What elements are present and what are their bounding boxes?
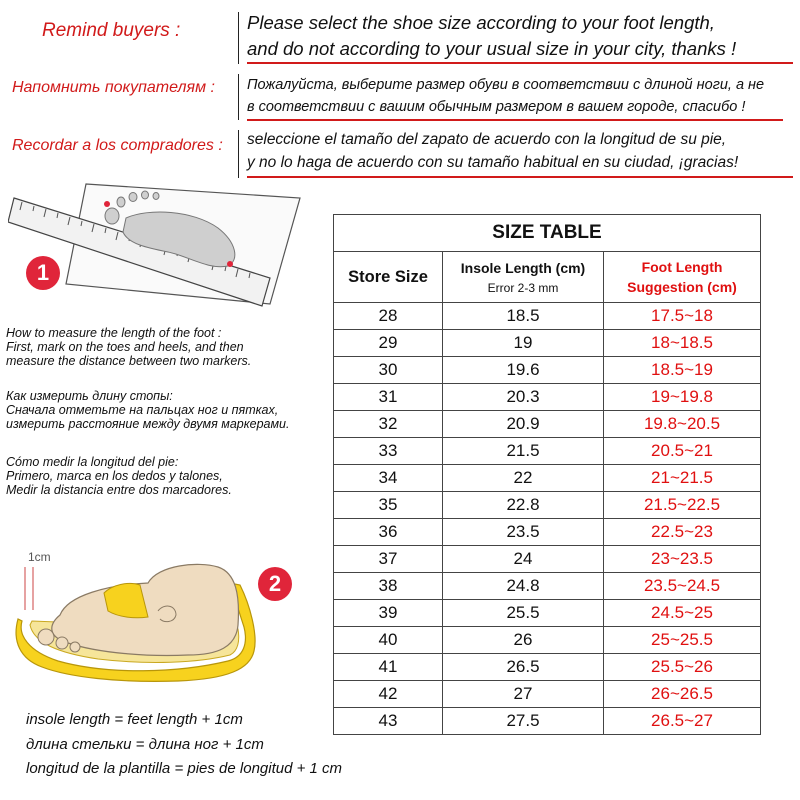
instruction-line: измерить расстояние между двумя маркерами. <box>6 417 290 431</box>
table-row <box>334 600 761 627</box>
instruction-line: Как измерить длину стопы: <box>6 389 173 403</box>
store-size-cell: 43 <box>334 708 443 735</box>
foot-length-cell: 24.5~25 <box>604 600 761 627</box>
divider <box>238 130 239 178</box>
size-table-title: SIZE TABLE <box>334 215 761 252</box>
foot-length-cell: 21~21.5 <box>604 465 761 492</box>
table-row <box>334 708 761 735</box>
table-row <box>334 411 761 438</box>
insole-length-cell: 27.5 <box>443 708 604 735</box>
table-row <box>334 654 761 681</box>
foot-length-cell: 26.5~27 <box>604 708 761 735</box>
step-2-badge: 2 <box>258 567 292 601</box>
header-insole-error: Error 2-3 mm <box>487 280 559 295</box>
foot-length-cell: 20.5~21 <box>604 438 761 465</box>
underline <box>247 62 793 64</box>
reminder-text-ru-1: Пожалуйста, выберите размер обуви в соответствии с длиной ноги, а не <box>247 77 765 93</box>
store-size-cell: 35 <box>334 492 443 519</box>
table-row <box>334 465 761 492</box>
foot-length-cell: 17.5~18 <box>604 303 761 330</box>
store-size-cell: 32 <box>334 411 443 438</box>
table-row <box>334 303 761 330</box>
table-row <box>334 357 761 384</box>
insole-length-cell: 19 <box>443 330 604 357</box>
table-row <box>334 438 761 465</box>
instruction-line: Medir la distancia entre dos marcadores. <box>6 483 232 497</box>
foot-length-cell: 25.5~26 <box>604 654 761 681</box>
reminder-label-ru: Напомнить покупателям : <box>12 79 215 96</box>
reminder-text-es-1: seleccione el tamaño del zapato de acuerdo con la longitud de su pie, <box>247 131 727 148</box>
table-row <box>334 492 761 519</box>
insole-length-cell: 24 <box>443 546 604 573</box>
table-row <box>334 681 761 708</box>
reminder-label-es: Recordar a los compradores : <box>12 137 223 154</box>
insole-length-cell: 19.6 <box>443 357 604 384</box>
instruction-line: measure the distance between two markers. <box>6 354 252 368</box>
insole-length-cell: 24.8 <box>443 573 604 600</box>
reminder-label-en: Remind buyers : <box>42 20 181 41</box>
foot-length-cell: 19~19.8 <box>604 384 761 411</box>
table-row <box>334 384 761 411</box>
underline <box>247 119 783 121</box>
size-table <box>333 214 761 735</box>
foot-length-cell: 18.5~19 <box>604 357 761 384</box>
reminder-text-ru-2: в соответствии с вашим обычным размером в вашем городе, спасибо ! <box>247 99 746 115</box>
divider <box>238 74 239 120</box>
foot-length-cell: 18~18.5 <box>604 330 761 357</box>
formula-en: insole length = feet length + 1cm <box>26 711 243 728</box>
store-size-cell: 30 <box>334 357 443 384</box>
store-size-cell: 28 <box>334 303 443 330</box>
formula-ru: длина стельки = длина ног + 1cm <box>26 736 264 753</box>
insole-length-cell: 20.3 <box>443 384 604 411</box>
store-size-cell: 40 <box>334 627 443 654</box>
header-store-size: Store Size <box>334 252 443 303</box>
store-size-cell: 36 <box>334 519 443 546</box>
table-row <box>334 627 761 654</box>
instructions-ru <box>6 389 289 431</box>
instruction-line: Primero, marca en los dedos y talones, <box>6 469 223 483</box>
foot-length-cell: 19.8~20.5 <box>604 411 761 438</box>
table-row <box>334 330 761 357</box>
store-size-cell: 41 <box>334 654 443 681</box>
store-size-cell: 34 <box>334 465 443 492</box>
insole-length-cell: 18.5 <box>443 303 604 330</box>
insole-length-cell: 23.5 <box>443 519 604 546</box>
insole-length-cell: 25.5 <box>443 600 604 627</box>
instructions-en <box>6 326 251 368</box>
formula-es: longitud de la plantilla = pies de longitud + 1 cm <box>26 760 343 777</box>
insole-length-cell: 20.9 <box>443 411 604 438</box>
insole-length-cell: 26 <box>443 627 604 654</box>
store-size-cell: 39 <box>334 600 443 627</box>
foot-length-cell: 26~26.5 <box>604 681 761 708</box>
insole-length-cell: 21.5 <box>443 438 604 465</box>
foot-length-cell: 22.5~23 <box>604 519 761 546</box>
insole-gap-label: 1cm <box>28 550 51 564</box>
store-size-cell: 38 <box>334 573 443 600</box>
insole-length-cell: 26.5 <box>443 654 604 681</box>
table-row <box>334 546 761 573</box>
step-1-badge: 1 <box>26 256 60 290</box>
reminder-text-en-1: Please select the shoe size according to your foot length, <box>247 12 715 33</box>
underline <box>247 176 793 178</box>
instruction-line: How to measure the length of the foot : <box>6 326 222 340</box>
store-size-cell: 42 <box>334 681 443 708</box>
foot-measure-illustration <box>8 180 308 320</box>
foot-length-cell: 23.5~24.5 <box>604 573 761 600</box>
insole-length-cell: 22 <box>443 465 604 492</box>
store-size-cell: 29 <box>334 330 443 357</box>
instruction-line: Cómo medir la longitud del pie: <box>6 455 179 469</box>
instruction-line: Сначала отметьте на пальцах ног и пятках, <box>6 403 279 417</box>
foot-length-cell: 25~25.5 <box>604 627 761 654</box>
reminder-text-es-2: y no lo haga de acuerdo con su tamaño habitual en su ciudad, ¡gracias! <box>247 154 739 171</box>
foot-length-cell: 23~23.5 <box>604 546 761 573</box>
store-size-cell: 37 <box>334 546 443 573</box>
foot-in-shoe-illustration <box>8 555 258 685</box>
insole-length-cell: 27 <box>443 681 604 708</box>
table-row <box>334 573 761 600</box>
insole-length-cell: 22.8 <box>443 492 604 519</box>
header-insole-length <box>443 252 604 303</box>
reminder-text-en-2: and do not according to your usual size in your city, thanks ! <box>247 38 737 59</box>
table-row <box>334 519 761 546</box>
instruction-line: First, mark on the toes and heels, and then <box>6 340 244 354</box>
foot-length-cell: 21.5~22.5 <box>604 492 761 519</box>
header-insole-label: Insole Length (cm) <box>460 259 586 276</box>
instructions-es <box>6 455 232 497</box>
header-foot-length: Foot Length Suggestion (cm) <box>604 252 761 303</box>
store-size-cell: 33 <box>334 438 443 465</box>
divider <box>238 12 239 64</box>
store-size-cell: 31 <box>334 384 443 411</box>
